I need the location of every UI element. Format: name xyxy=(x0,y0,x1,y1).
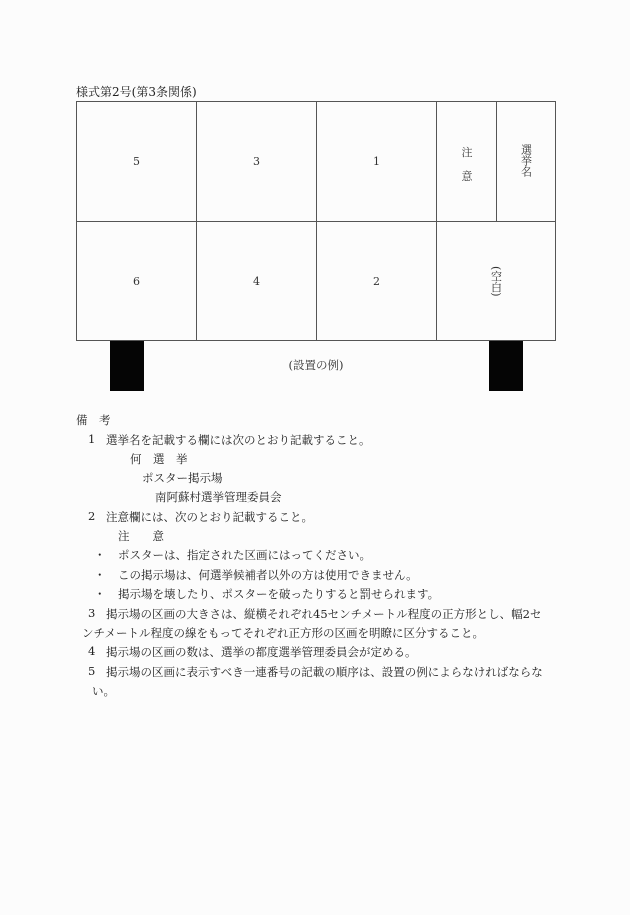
remark-number: 4 xyxy=(88,644,96,658)
remark-sub-line: 南阿蘇村選挙管理委員会 xyxy=(155,490,282,504)
poster-slot-4 xyxy=(196,221,317,341)
slot-number: 1 xyxy=(373,155,380,168)
remark-text: 掲示場の区画の数は、選挙の都度選挙管理委員会が定める。 xyxy=(106,645,417,659)
remark-text: 注意欄には、次のとおり記載すること。 xyxy=(106,510,313,524)
election-name-header: 選挙名 xyxy=(519,144,533,177)
blank-cell xyxy=(436,221,556,341)
bullet-icon: ・ xyxy=(94,548,106,562)
remark-continuation: い。 xyxy=(92,684,115,698)
remark-text: 選挙名を記載する欄には次のとおり記載すること。 xyxy=(106,433,371,447)
remark-sub-heading: 注 意 xyxy=(118,529,164,543)
blank-label: (空白) xyxy=(489,265,503,297)
remark-bullet-text: 掲示場を壊したり、ポスターを破ったりすると罰せられます。 xyxy=(118,587,440,601)
remark-number: 1 xyxy=(88,432,96,446)
remarks-heading: 備 考 xyxy=(76,413,111,427)
election-name-cell xyxy=(496,101,556,222)
remark-number: 5 xyxy=(88,664,96,678)
slot-number: 2 xyxy=(373,274,380,288)
poster-slot-3 xyxy=(196,101,317,222)
remark-continuation: ンチメートル程度の線をもってそれぞれ正方形の区画を明瞭に区分すること。 xyxy=(82,626,485,640)
remark-bullet-text: ポスターは、指定された区画にはってください。 xyxy=(118,548,371,562)
poster-slot-5 xyxy=(76,101,197,222)
remark-number: 2 xyxy=(88,509,96,523)
poster-board-diagram xyxy=(76,101,556,341)
bullet-icon: ・ xyxy=(94,568,106,582)
notice-char-1: 注 xyxy=(461,146,473,159)
slot-number: 5 xyxy=(133,155,140,168)
remark-bullet-text: この掲示場は、何選挙候補者以外の方は使用できません。 xyxy=(118,568,418,582)
notice-char-2: 意 xyxy=(461,170,473,183)
poster-slot-6 xyxy=(76,221,197,341)
slot-number: 6 xyxy=(133,274,140,288)
poster-slot-2 xyxy=(316,221,437,341)
diagram-caption: (設置の例) xyxy=(288,358,344,372)
remark-text: 掲示場の区画の大きさは、縦横それぞれ45センチメートル程度の正方形とし、幅2セ xyxy=(106,607,542,621)
remark-text: 掲示場の区画に表示すべき一連番号の記載の順序は、設置の例によらなければならな xyxy=(106,665,543,679)
notice-cell xyxy=(436,101,497,222)
poster-slot-1 xyxy=(316,101,437,222)
form-title: 様式第2号(第3条関係) xyxy=(76,85,197,99)
remark-number: 3 xyxy=(88,606,96,620)
remark-sub-line: ポスター掲示場 xyxy=(142,471,223,485)
bullet-icon: ・ xyxy=(94,587,106,601)
slot-number: 4 xyxy=(253,274,260,288)
slot-number: 3 xyxy=(253,155,260,168)
remark-sub-line: 何 選 挙 xyxy=(130,452,188,466)
